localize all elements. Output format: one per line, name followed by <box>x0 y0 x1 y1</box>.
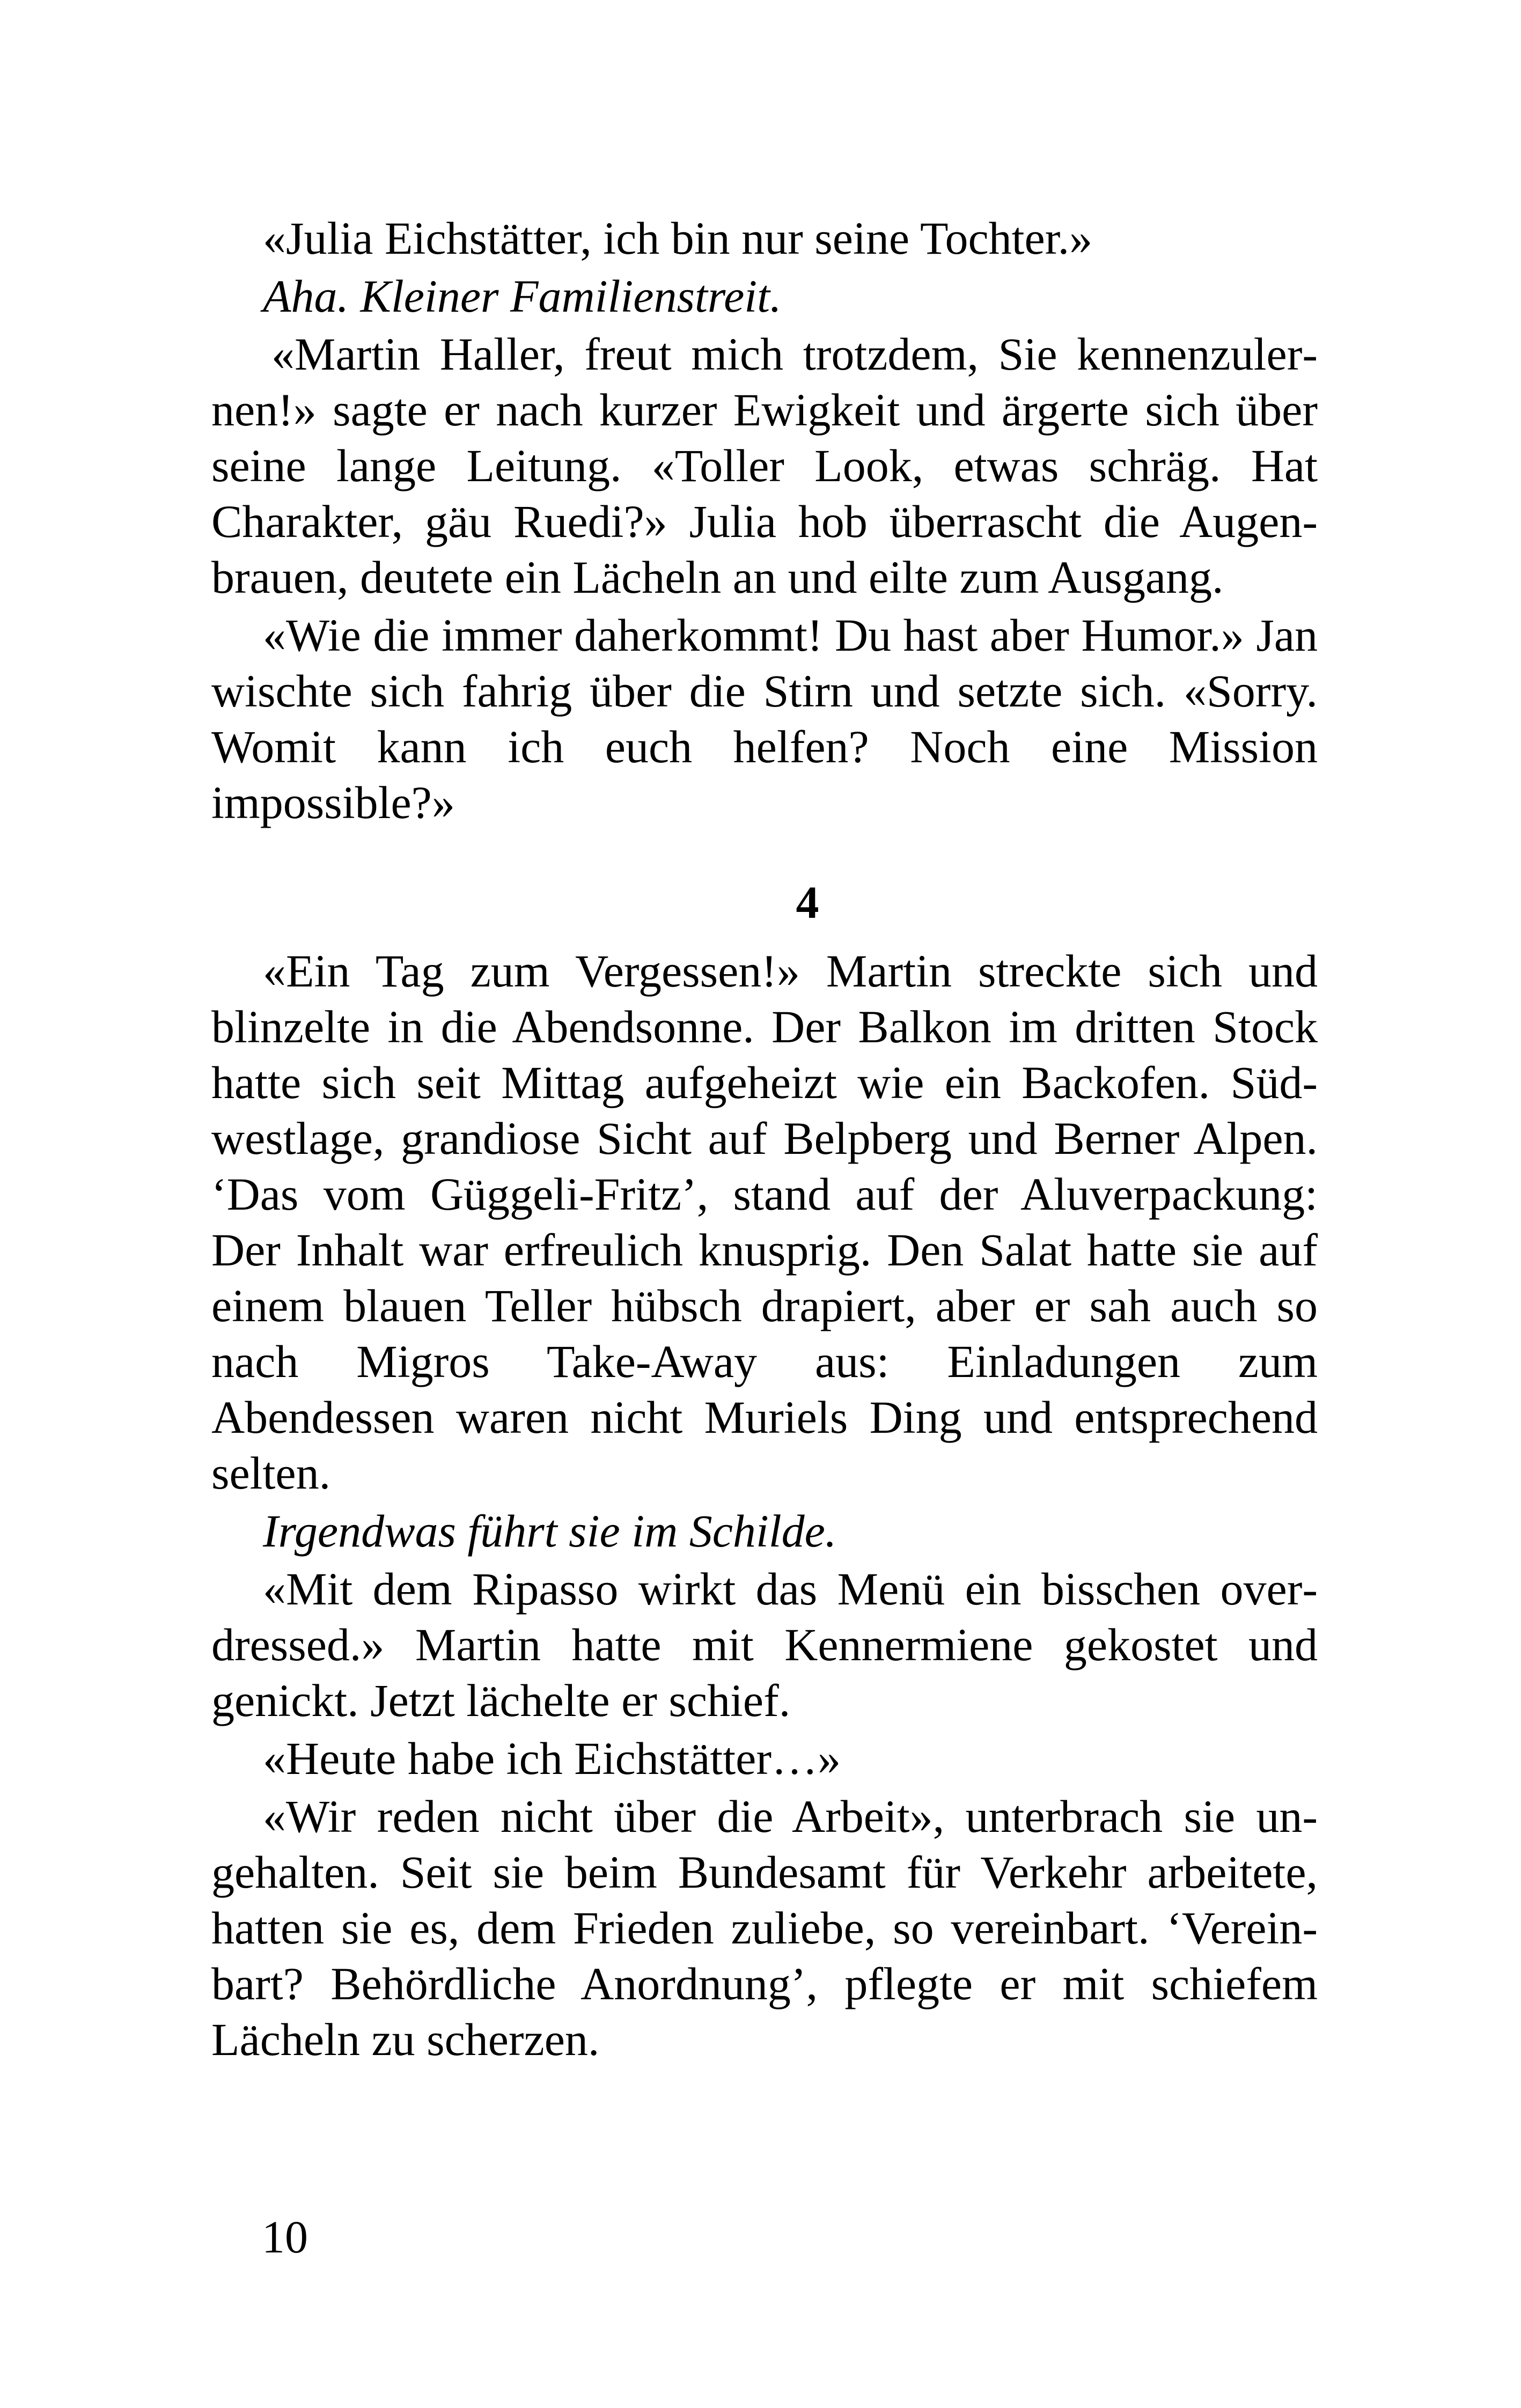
paragraph: «Wir reden nicht über die Arbeit», unterbrach sie ungehalten. Seit sie beim Bundesamt für Verkehr arbeitete, hatten sie es, dem Frieden zuliebe, so vereinbart. ‘Vereinbart? Behördliche Anordnung’, pflegte er mit schiefem Lächeln zu scherzen. <box>211 1791 1318 2065</box>
paragraph: «Heute habe ich Eichstätter…» <box>263 1733 841 1784</box>
paragraph: «Julia Eichstätter, ich bin nur seine Tochter.» <box>263 212 1093 264</box>
paragraph: «Mit dem Ripasso wirkt das Menü ein bisschen overdressed.» Martin hatte mit Kennermiene gekostet und genickt. Jetzt lächelte er schief. <box>211 1563 1318 1726</box>
paragraph: «Martin Haller, freut mich trotzdem, Sie kennenzulernen!» sagte er nach kurzer Ewigkeit und ärgerte sich über seine lange Leitung. «Toller Look, etwas schräg. Hat Charakter, gäu Ruedi?» Julia hob überrascht die Augenbrauen, deutete ein Lächeln an und eilte zum Ausgang. <box>211 328 1318 603</box>
paragraph-italic: Irgendwas führt sie im Schilde. <box>263 1505 837 1557</box>
body-text <box>211 210 1318 2070</box>
paragraph-italic: Aha. Kleiner Familienstreit. <box>263 270 782 322</box>
page-number: 10 <box>262 2211 308 2263</box>
paragraph: «Wie die immer daherkommt! Du hast aber Humor.» Jan wischte sich fahrig über die Stirn und setzte sich. «Sorry. Womit kann ich euch helfen? Noch eine Mission impossible?» <box>211 609 1318 828</box>
chapter-heading: 4 <box>796 877 819 928</box>
paragraph: «Ein Tag zum Vergessen!» Martin streckte sich und blinzelte in die Abendsonne. Der Balkon im dritten Stock hatte sich seit Mittag aufgeheizt wie ein Backofen. Südwestlage, grandiose Sicht auf Belpberg und Berner Alpen. ‘Das vom Güggeli-Fritz’, stand auf der Aluverpackung: Der Inhalt war erfreulich knusprig. Den Salat hatte sie auf einem blauen Teller hübsch drapiert, aber er sah auch so nach Migros Take-Away aus: Einladungen zum Abendessen waren nicht Muriels Ding und entsprechend selten. <box>211 945 1318 1499</box>
